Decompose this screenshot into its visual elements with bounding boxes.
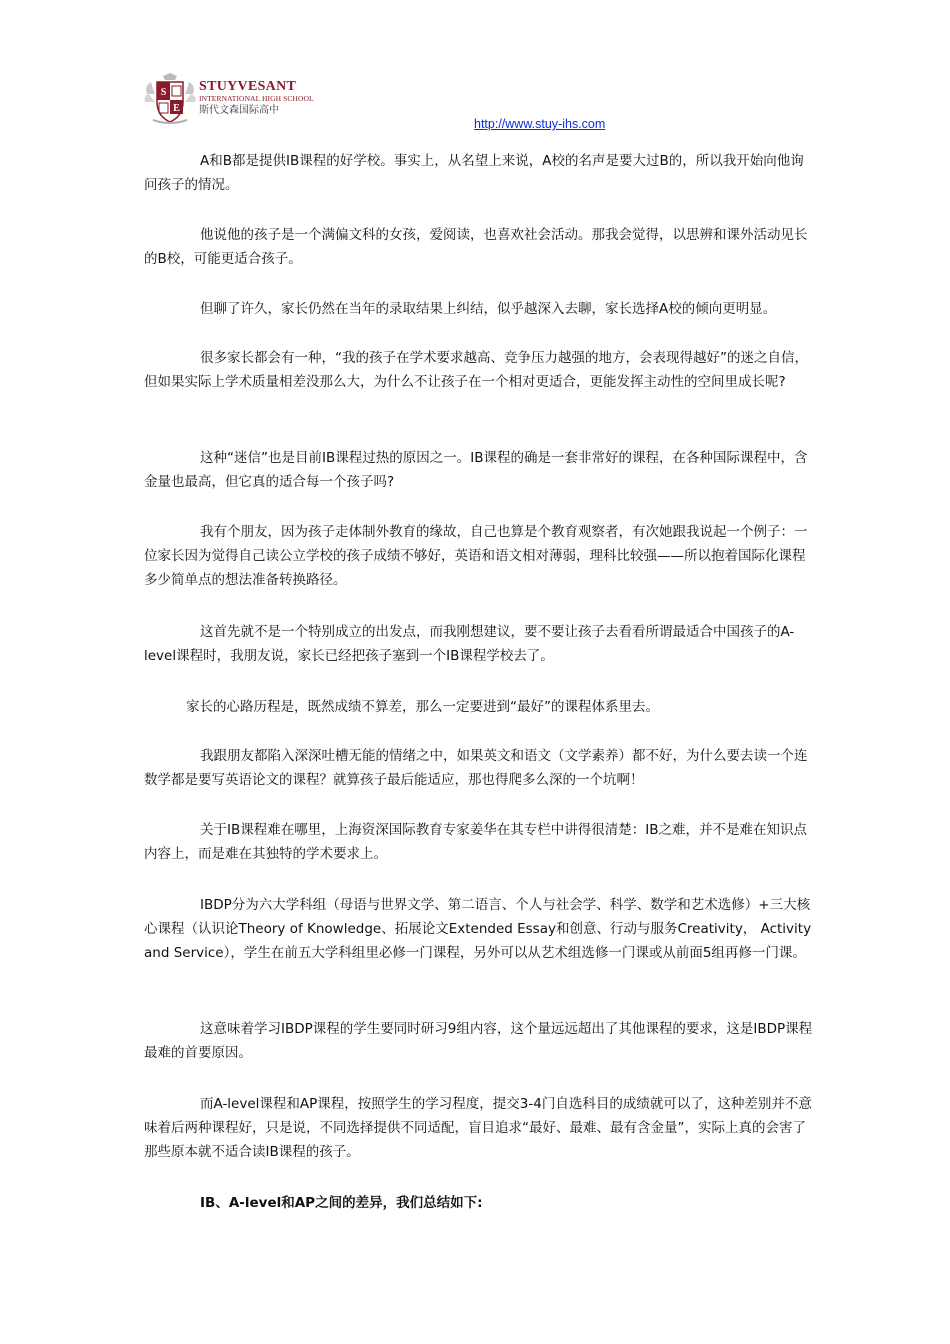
logo-chinese-name: 斯代文森国际高中 [199,105,279,116]
logo-subtitle: INTERNATIONAL HIGH SCHOOL [199,94,314,103]
paragraph: 但聊了许久，家长仍然在当年的录取结果上纠结，似乎越深入去聊，家长选择A校的倾向更明显。 [200,301,777,317]
school-logo [143,72,333,128]
paragraph: 家长的心路历程是，既然成绩不算差，那么一定要进到“最好”的课程体系里去。 [186,699,659,715]
paragraph: 很多家长都会有一种，“我的孩子在学术要求越高、竞争压力越强的地方，会表现得越好”的迷之自信，但如果实际上学术质量相差没那么大，为什么不让孩子在一个相对更适合，更能发挥主动性的空间里成长呢? [144,350,808,390]
paragraph: 这意味着学习IBDP课程的学生要同时研习9组内容，这个量远远超出了其他课程的要求，这是IBDP课程最难的首要原因。 [144,1021,813,1061]
paragraph: 他说他的孩子是一个满偏文科的女孩，爱阅读，也喜欢社会活动。那我会觉得，以思辨和课外活动见长的B校，可能更适合孩子。 [144,227,808,267]
paragraph: 这首先就不是一个特别成立的出发点，而我刚想建议，要不要让孩子去看看所谓最适合中国孩子的A-level课程时，我朋友说，家长已经把孩子塞到一个IB课程学校去了。 [144,624,795,664]
paragraph: 这种“迷信”也是目前IB课程过热的原因之一。IB课程的确是一套非常好的课程，在各种国际课程中，含金量也最高，但它真的适合每一个孩子吗? [144,450,808,490]
paragraph: IBDP分为六大学科组（母语与世界文学、第二语言、个人与社会学、科学、数学和艺术选修）+三大核心课程（认识论Theory of Knowledge、拓展论文Extended Essay和创意、行动与服务Creativity， Activity and Service），学生在前五大学科组里必修一门课程，另外可以从艺术组选修一门课或从前面5组再修一门课。 [144,897,812,961]
summary-heading: IB、A-level和AP之间的差异，我们总结如下: [200,1195,483,1211]
paragraph: 关于IB课程难在哪里，上海资深国际教育专家姜华在其专栏中讲得很清楚：IB之难，并不是难在知识点内容上，而是难在其独特的学术要求上。 [144,822,807,862]
paragraph: 我有个朋友，因为孩子走体制外教育的缘故，自己也算是个教育观察者，有次她跟我说起一个例子：一位家长因为觉得自己读公立学校的孩子成绩不够好，英语和语文相对薄弱，理科比较强——所以抱着国际化课程多少简单点的想法准备转换路径。 [144,524,808,588]
logo-school-name: STUYVESANT [199,79,297,94]
paragraph: 我跟朋友都陷入深深吐槽无能的情绪之中，如果英文和语文（文学素养）都不好，为什么要去读一个连数学都是要写英语论文的课程？就算孩子最后能适应，那也得爬多么深的一个坑啊！ [144,748,808,788]
website-link[interactable]: http://www.stuy-ihs.com [474,117,606,131]
paragraph: A和B都是提供IB课程的好学校。事实上，从名望上来说，A校的名声是要大过B的，所以我开始向他询问孩子的情况。 [144,153,804,193]
paragraph: 而A-level课程和AP课程，按照学生的学习程度，提交3-4门自选科目的成绩就可以了，这种差别并不意味着后两种课程好，只是说，不同选择提供不同适配，盲目追求“最好、最难、最有含金量”，实际上真的会害了那些原本就不适合读IB课程的孩子。 [144,1096,812,1160]
crest-icon [143,72,197,126]
svg-text:E: E [173,103,180,114]
svg-text:S: S [160,87,167,98]
